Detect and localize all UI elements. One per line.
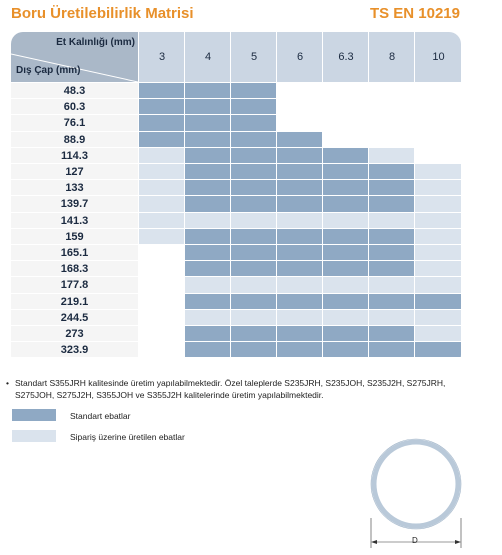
diameter-row-label: 168.3: [11, 260, 138, 276]
matrix-cell: [276, 260, 322, 276]
matrix-cell: [322, 98, 368, 114]
matrix-cell: [230, 179, 276, 195]
matrix-cell: [138, 325, 184, 341]
thickness-column-4: 4: [184, 32, 231, 82]
matrix-cell: [230, 114, 276, 130]
matrix-cell: [230, 228, 276, 244]
matrix-cell: [414, 260, 461, 276]
matrix-cell: [138, 276, 184, 292]
matrix-cell: [230, 98, 276, 114]
matrix-cell: [276, 276, 322, 292]
matrix-cell: [368, 195, 414, 211]
legend-standard-swatch: [12, 409, 56, 421]
production-matrix: [11, 32, 461, 367]
diameter-row-label: 141.3: [11, 212, 138, 228]
matrix-cell: [368, 341, 414, 357]
matrix-cell: [276, 147, 322, 163]
matrix-cell: [138, 212, 184, 228]
standard-label: TS EN 10219: [369, 5, 460, 22]
matrix-cell: [184, 325, 230, 341]
diameter-row-label: 60.3: [11, 98, 138, 114]
thickness-column-3: 3: [138, 32, 185, 82]
matrix-cell: [322, 244, 368, 260]
matrix-cell: [322, 163, 368, 179]
matrix-cell: [322, 212, 368, 228]
matrix-cell: [276, 131, 322, 147]
matrix-cell: [184, 98, 230, 114]
matrix-cell: [184, 293, 230, 309]
matrix-cell: [138, 228, 184, 244]
matrix-cell: [368, 163, 414, 179]
bullet-icon: •: [6, 378, 9, 388]
matrix-cell: [414, 341, 461, 357]
matrix-cell: [230, 131, 276, 147]
pipe-cross-section-icon: [369, 438, 469, 553]
matrix-cell: [184, 244, 230, 260]
legend-order-label: Sipariş üzerine üretilen ebatlar: [70, 432, 185, 442]
legend-standard-label: Standart ebatlar: [70, 411, 131, 421]
matrix-cell: [276, 212, 322, 228]
diameter-row-label: 323.9: [11, 341, 138, 357]
matrix-cell: [368, 228, 414, 244]
header-corner: [11, 32, 138, 82]
thickness-header: Et Kalınlığı (mm): [56, 37, 135, 48]
matrix-cell: [322, 82, 368, 98]
matrix-cell: [322, 179, 368, 195]
matrix-cell: [414, 212, 461, 228]
matrix-cell: [184, 131, 230, 147]
matrix-cell: [276, 82, 322, 98]
thickness-column-10: 10: [414, 32, 461, 82]
matrix-cell: [230, 212, 276, 228]
thickness-column-6: 6: [276, 32, 323, 82]
matrix-cell: [322, 325, 368, 341]
diameter-row-label: 76.1: [11, 114, 138, 130]
matrix-cell: [138, 293, 184, 309]
diameter-row-label: 139.7: [11, 195, 138, 211]
matrix-cell: [276, 228, 322, 244]
matrix-cell: [322, 195, 368, 211]
matrix-cell: [368, 131, 414, 147]
matrix-cell: [368, 276, 414, 292]
matrix-cell: [414, 293, 461, 309]
matrix-cell: [276, 341, 322, 357]
matrix-cell: [322, 260, 368, 276]
matrix-cell: [368, 309, 414, 325]
matrix-cell: [184, 195, 230, 211]
matrix-cell: [184, 341, 230, 357]
matrix-cell: [230, 260, 276, 276]
matrix-cell: [414, 98, 461, 114]
matrix-cell: [322, 114, 368, 130]
matrix-cell: [276, 179, 322, 195]
matrix-cell: [138, 244, 184, 260]
matrix-cell: [184, 82, 230, 98]
diameter-row-label: 165.1: [11, 244, 138, 260]
matrix-cell: [368, 98, 414, 114]
diameter-row-label: 133: [11, 179, 138, 195]
matrix-cell: [138, 309, 184, 325]
matrix-cell: [276, 98, 322, 114]
matrix-cell: [276, 293, 322, 309]
matrix-cell: [184, 309, 230, 325]
matrix-cell: [230, 325, 276, 341]
matrix-cell: [322, 131, 368, 147]
matrix-cell: [414, 228, 461, 244]
matrix-cell: [322, 228, 368, 244]
thickness-column-8: 8: [368, 32, 415, 82]
matrix-cell: [414, 131, 461, 147]
matrix-cell: [276, 114, 322, 130]
legend-order-swatch: [12, 430, 56, 442]
matrix-cell: [322, 309, 368, 325]
matrix-cell: [368, 293, 414, 309]
matrix-cell: [414, 82, 461, 98]
matrix-cell: [368, 114, 414, 130]
diameter-row-label: 48.3: [11, 82, 138, 98]
matrix-cell: [230, 195, 276, 211]
matrix-cell: [276, 325, 322, 341]
matrix-cell: [322, 293, 368, 309]
matrix-cell: [276, 195, 322, 211]
matrix-cell: [322, 341, 368, 357]
matrix-cell: [368, 179, 414, 195]
thickness-column-6.3: 6.3: [322, 32, 369, 82]
diameter-row-label: 127: [11, 163, 138, 179]
diameter-dimension-label: D: [412, 536, 418, 545]
diameter-row-label: 244.5: [11, 309, 138, 325]
diameter-row-label: 114.3: [11, 147, 138, 163]
matrix-cell: [414, 179, 461, 195]
matrix-cell: [230, 244, 276, 260]
matrix-cell: [230, 276, 276, 292]
matrix-cell: [414, 309, 461, 325]
matrix-cell: [230, 82, 276, 98]
matrix-cell: [322, 147, 368, 163]
matrix-cell: [368, 260, 414, 276]
matrix-cell: [368, 82, 414, 98]
matrix-cell: [138, 82, 184, 98]
diameter-row-label: 88.9: [11, 131, 138, 147]
matrix-cell: [414, 163, 461, 179]
matrix-cell: [138, 98, 184, 114]
matrix-cell: [414, 147, 461, 163]
matrix-cell: [276, 244, 322, 260]
matrix-cell: [230, 309, 276, 325]
page-title: Boru Üretilebilirlik Matrisi: [11, 5, 194, 22]
matrix-cell: [184, 163, 230, 179]
matrix-cell: [184, 212, 230, 228]
matrix-cell: [230, 147, 276, 163]
matrix-cell: [414, 114, 461, 130]
matrix-cell: [138, 179, 184, 195]
matrix-cell: [414, 195, 461, 211]
matrix-cell: [368, 147, 414, 163]
diameter-header: Dış Çap (mm): [16, 65, 81, 76]
diameter-row-label: 273: [11, 325, 138, 341]
matrix-cell: [138, 147, 184, 163]
matrix-cell: [138, 114, 184, 130]
matrix-cell: [138, 163, 184, 179]
matrix-cell: [368, 325, 414, 341]
matrix-cell: [184, 276, 230, 292]
thickness-column-5: 5: [230, 32, 277, 82]
matrix-cell: [138, 131, 184, 147]
matrix-cell: [184, 147, 230, 163]
diameter-row-label: 159: [11, 228, 138, 244]
matrix-cell: [230, 163, 276, 179]
matrix-cell: [230, 341, 276, 357]
matrix-cell: [138, 195, 184, 211]
matrix-cell: [184, 228, 230, 244]
matrix-cell: [184, 179, 230, 195]
matrix-cell: [414, 244, 461, 260]
matrix-cell: [414, 276, 461, 292]
matrix-cell: [322, 276, 368, 292]
matrix-cell: [184, 260, 230, 276]
matrix-cell: [276, 163, 322, 179]
matrix-cell: [138, 341, 184, 357]
matrix-cell: [368, 244, 414, 260]
matrix-cell: [414, 325, 461, 341]
matrix-cell: [138, 260, 184, 276]
matrix-cell: [368, 212, 414, 228]
matrix-cell: [230, 293, 276, 309]
matrix-cell: [184, 114, 230, 130]
note-text: Standart S355JRH kalitesinde üretim yapılabilmektedir. Özel taleplerde S235JRH, S235JOH, S235J2H, S275JRH, S275JOH, S275J2H, S355JOH ve S355J2H kalitelerinde üretim yapılabilmektedir.: [15, 378, 446, 400]
diameter-row-label: 177.8: [11, 276, 138, 292]
matrix-cell: [276, 309, 322, 325]
diameter-row-label: 219.1: [11, 293, 138, 309]
